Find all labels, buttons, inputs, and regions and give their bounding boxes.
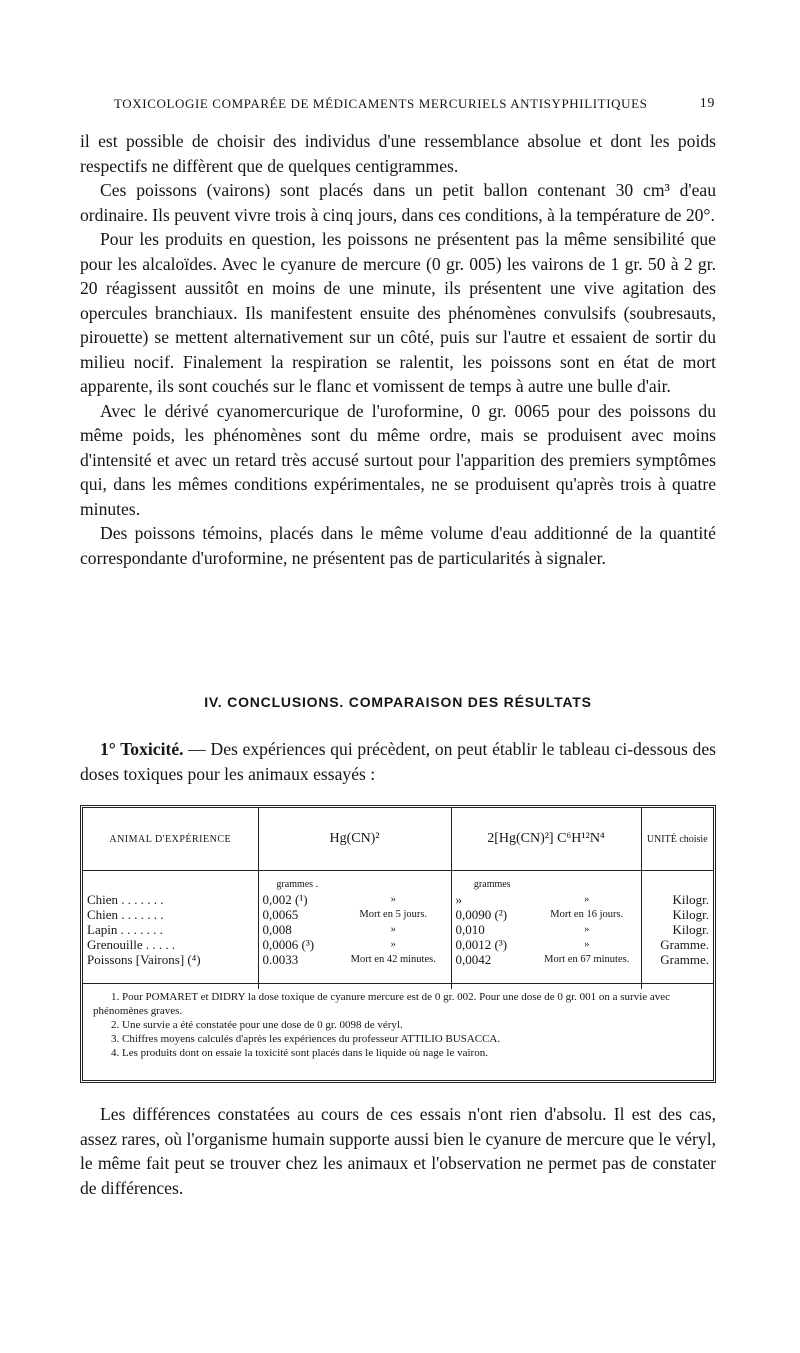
- running-header: [80, 96, 715, 116]
- cell-animal: Poissons [Vairons] (⁴): [83, 952, 258, 967]
- cell-unit: Gramme.: [660, 952, 709, 967]
- cell-note1: »: [336, 922, 451, 937]
- cell-note1: »: [336, 892, 451, 907]
- paragraph-5: Des poissons témoins, placés dans le même volume d'eau additionné de la quantité correspondante d'uroformine, ne présentent pas de particularités à signaler.: [80, 523, 716, 568]
- closing-text: Les différences constatées au cours de ces essais n'ont rien d'absolu. Il est des cas, assez rares, où l'organisme humain supporte aussi bien le cyanure de mercure que le véryl, le même fait peut se trouver chez les animaux et l'observation ne permet pas de constater de différences.: [80, 1104, 716, 1198]
- cell-dose1: 0,0065: [262, 907, 299, 922]
- cell-animal: Chien . . . . . . .: [83, 892, 258, 907]
- table-row: [83, 937, 713, 952]
- cell-dose2: 0,0012 (³): [455, 937, 508, 952]
- cell-note1: Mort en 5 jours.: [336, 907, 451, 922]
- cell-animal: Lapin . . . . . . .: [83, 922, 258, 937]
- cell-dose2: 0,010: [455, 922, 485, 937]
- page-number: 19: [699, 96, 715, 111]
- cell-animal: Grenouille . . . . .: [83, 937, 258, 952]
- cell-note2: Mort en 67 minutes.: [533, 952, 641, 967]
- cell-dose2: 0,0090 (²): [455, 907, 508, 922]
- cell-unit: Kilogr.: [672, 922, 709, 937]
- table-footnotes: [83, 983, 713, 1066]
- cell-note2: Mort en 16 jours.: [533, 907, 641, 922]
- paragraph-1: il est possible de choisir des individus d'une ressemblance absolue et dont les poids respectifs ne diffèrent que de quelques centigrammes.: [80, 131, 716, 176]
- footnote: 2. Une survie a été constatée pour une dose de 0 gr. 0098 de véryl.: [111, 1019, 403, 1031]
- cell-note1: Mort en 42 minutes.: [336, 952, 451, 967]
- cell-note1: »: [336, 937, 451, 952]
- running-title: TOXICOLOGIE COMPARÉE DE MÉDICAMENTS MERCURIELS ANTISYPHILITIQUES: [114, 96, 648, 111]
- body-text: [80, 129, 716, 570]
- table-row: [83, 892, 713, 907]
- footnote: 3. Chiffres moyens calculés d'après les expériences du professeur ATTILIO BUSACCA.: [111, 1033, 501, 1045]
- cell-note2: »: [533, 937, 641, 952]
- footnote: 4. Les produits dont on essaie la toxicité sont placés dans le liquide où nage le vairon.: [111, 1047, 488, 1059]
- col-unit: UNITÉ choisie: [641, 808, 713, 871]
- toxicity-text: — Des expériences qui précèdent, on peut établir le tableau ci-dessous des doses toxiques pour les animaux essayés :: [80, 739, 716, 784]
- cell-animal: Chien . . . . . . .: [83, 907, 258, 922]
- paragraph-4: Avec le dérivé cyanomercurique de l'uroformine, 0 gr. 0065 pour des poissons du même poids, les phénomènes sont du même ordre, mais se produisent avec moins d'intensité et avec un retard très accusé surtout pour l'apparition des premiers symptômes qui, dans les mêmes conditions expérimentales, ne se produisent qu'après trois à quatre minutes.: [80, 400, 716, 519]
- cell-dose1: 0,002 (¹): [262, 892, 308, 907]
- toxicity-heading: 1° Toxicité.: [100, 739, 184, 759]
- footnote: 1. Pour POMARET et DIDRY la dose toxique de cyanure mercure est de 0 gr. 002. Pour une dose de 0 gr. 001 on a survie avec phénomènes graves.: [93, 991, 671, 1017]
- toxicity-paragraph: [80, 737, 716, 786]
- cell-dose1: 0,008: [262, 922, 292, 937]
- cell-dose1: 0.0033: [262, 952, 299, 967]
- cell-note2: »: [533, 922, 641, 937]
- table-row: [83, 907, 713, 922]
- paragraph-2: Ces poissons (vairons) sont placés dans un petit ballon contenant 30 cm³ d'eau ordinaire. Ils peuvent vivre trois à cinq jours, dans ces conditions, à la température de 20°.: [80, 180, 716, 225]
- table-row: [83, 952, 713, 967]
- cell-dose2: »: [455, 892, 462, 907]
- col-hg-uro: 2[Hg(CN)²] C⁶H¹²N⁴: [451, 808, 641, 871]
- cell-unit: Kilogr.: [672, 907, 709, 922]
- cell-unit: Gramme.: [660, 937, 709, 952]
- col-hg: Hg(CN)²: [258, 808, 451, 871]
- section-heading: IV. CONCLUSIONS. COMPARAISON DES RÉSULTATS: [204, 694, 592, 710]
- units-uro: grammes: [473, 879, 511, 890]
- paragraph-3: Pour les produits en question, les poissons ne présentent pas la même sensibilité que pour les alcaloïdes. Avec le cyanure de mercure (0 gr. 005) les vairons de 1 gr. 50 à 2 gr. 20 réagissent aussitôt en moins de une minute, ils présentent une vive agitation des opercules branchiaux. Ils manifestent ensuite des phénomènes convulsifs (soubresauts, pirouette) se mettent alternativement sur un côté, puis sur l'autre et essaient de sortir du milieu nocif. Finalement la respiration se ralentit, les poissons sont en état de mort apparente, ils sont couchés sur le flanc et vomissent de temps à autre une bulle d'air.: [80, 229, 716, 396]
- closing-paragraph: [80, 1102, 716, 1200]
- cell-unit: Kilogr.: [672, 892, 709, 907]
- toxicity-table: [80, 805, 716, 1083]
- cell-note2: »: [533, 892, 641, 907]
- units-hg: grammes .: [276, 879, 319, 890]
- cell-dose2: 0,0042: [455, 952, 492, 967]
- cell-dose1: 0,0006 (³): [262, 937, 315, 952]
- table-row: [83, 922, 713, 937]
- col-animal: ANIMAL D'EXPÉRIENCE: [83, 808, 258, 871]
